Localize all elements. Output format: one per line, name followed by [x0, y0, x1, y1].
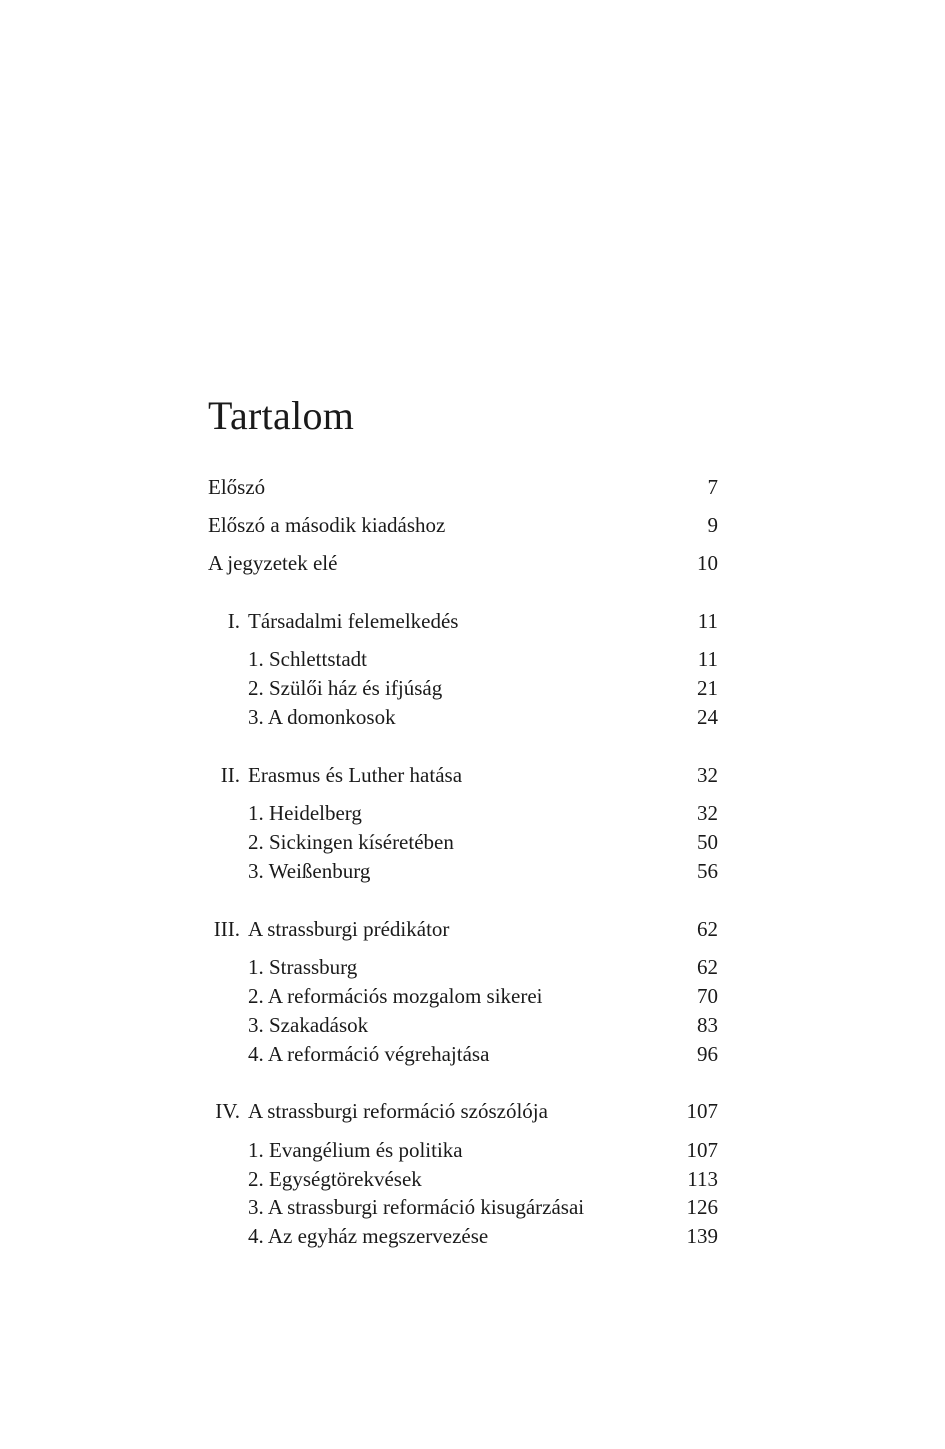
section-label: 2. Egységtörekvések	[248, 1167, 422, 1191]
entry-label: Előszó a második kiadáshoz	[208, 513, 446, 537]
entry-page: 107	[686, 1099, 718, 1123]
toc-section	[208, 704, 718, 730]
chapter-numeral: II.	[220, 763, 240, 787]
entry-page: 21	[697, 676, 718, 700]
entry-page: 9	[707, 513, 718, 537]
section-label: 3. A domonkosok	[248, 705, 396, 729]
toc-entry-second-edition-foreword	[208, 512, 718, 538]
section-label: 1. Schlettstadt	[248, 647, 367, 671]
entry-page: 96	[697, 1042, 718, 1066]
section-label: 1. Heidelberg	[248, 801, 362, 825]
toc-section	[208, 1012, 718, 1038]
entry-page: 11	[697, 609, 718, 633]
chapter-title: Társadalmi felemelkedés	[248, 609, 459, 633]
toc-section	[208, 1041, 718, 1067]
toc-chapter-3	[208, 916, 718, 942]
entry-page: 62	[697, 955, 718, 979]
entry-page: 10	[697, 551, 718, 575]
toc-entry-foreword	[208, 474, 718, 500]
chapter-title: A strassburgi reformáció szószólója	[248, 1099, 548, 1123]
entry-page: 56	[697, 859, 718, 883]
entry-page: 139	[686, 1224, 718, 1248]
entry-page: 11	[697, 647, 718, 671]
entry-page: 126	[686, 1195, 718, 1219]
toc-chapter-2	[208, 762, 718, 788]
toc-section	[208, 983, 718, 1009]
entry-page: 70	[697, 984, 718, 1008]
toc-section	[208, 858, 718, 884]
entry-label: A jegyzetek elé	[208, 551, 338, 575]
entry-page: 32	[697, 801, 718, 825]
toc-chapter-4	[208, 1098, 718, 1124]
entry-page: 113	[687, 1167, 718, 1191]
toc-entry-notes-intro	[208, 550, 718, 576]
section-label: 2. Szülői ház és ifjúság	[248, 676, 443, 700]
entry-page: 50	[697, 830, 718, 854]
entry-label: Előszó	[208, 475, 266, 499]
section-label: 3. Weißenburg	[248, 859, 371, 883]
toc-section	[208, 954, 718, 980]
section-label: 4. A reformáció végrehajtása	[248, 1042, 490, 1066]
toc-section	[208, 1194, 718, 1220]
entry-page: 83	[697, 1013, 718, 1037]
section-label: 2. Sickingen kíséretében	[248, 830, 454, 854]
toc-section	[208, 1137, 718, 1163]
entry-page: 107	[686, 1138, 718, 1162]
section-label: 1. Evangélium és politika	[248, 1138, 463, 1162]
chapter-numeral: IV.	[215, 1099, 240, 1123]
toc-section	[208, 800, 718, 826]
chapter-title: A strassburgi prédikátor	[248, 917, 450, 941]
section-label: 3. Szakadások	[248, 1013, 369, 1037]
toc-section	[208, 829, 718, 855]
entry-page: 24	[697, 705, 718, 729]
chapter-title: Erasmus és Luther hatása	[248, 763, 463, 787]
toc-section	[208, 1166, 718, 1192]
section-label: 3. A strassburgi reformáció kisugárzásai	[248, 1195, 585, 1219]
toc-section	[208, 646, 718, 672]
entry-page: 62	[697, 917, 718, 941]
section-label: 1. Strassburg	[248, 955, 358, 979]
chapter-numeral: I.	[227, 609, 240, 633]
toc-section	[208, 675, 718, 701]
entry-page: 32	[697, 763, 718, 787]
toc-chapter-1	[208, 608, 718, 634]
toc-title: Tartalom	[208, 393, 355, 438]
chapter-numeral: III.	[213, 917, 240, 941]
section-label: 4. Az egyház megszervezése	[248, 1224, 489, 1248]
toc-section	[208, 1223, 718, 1249]
entry-page: 7	[707, 475, 718, 499]
section-label: 2. A reformációs mozgalom sikerei	[248, 984, 543, 1008]
